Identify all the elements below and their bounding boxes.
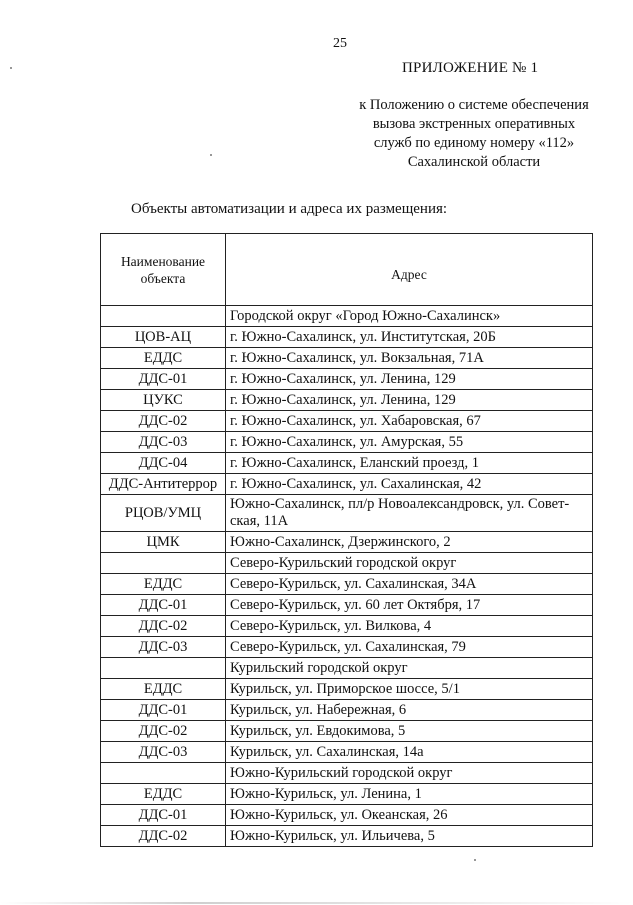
- table-row: [101, 432, 593, 453]
- table-row: [101, 784, 593, 805]
- table-row: [101, 721, 593, 742]
- address-cell: Северо-Курильск, ул. 60 лет Октября, 17: [226, 595, 593, 616]
- object-name-cell: ЕДДС: [101, 348, 226, 369]
- table-row: [101, 595, 593, 616]
- table-row: [101, 348, 593, 369]
- table-row: [101, 637, 593, 658]
- address-cell: Южно-Сахалинск, Дзержинского, 2: [226, 532, 593, 553]
- table-row: [101, 616, 593, 637]
- section-title-cell: Городской округ «Город Южно-Сахалинск»: [226, 306, 593, 327]
- table-section-row: [101, 763, 593, 784]
- table-row: [101, 390, 593, 411]
- objects-table: [100, 233, 593, 847]
- address-cell: г. Южно-Сахалинск, ул. Институтская, 20Б: [226, 327, 593, 348]
- address-cell: Северо-Курильск, ул. Сахалинская, 79: [226, 637, 593, 658]
- object-name-cell: ДДС-01: [101, 700, 226, 721]
- object-name-cell: ЕДДС: [101, 679, 226, 700]
- appendix-subtitle-line: к Положению о системе обеспечения: [359, 97, 589, 113]
- object-name-cell: ЕДДС: [101, 574, 226, 595]
- object-name-cell: ДДС-02: [101, 826, 226, 847]
- address-cell: Курильск, ул. Сахалинская, 14а: [226, 742, 593, 763]
- appendix-subtitle-line: Сахалинской области: [407, 154, 541, 170]
- object-name-cell: ДДС-04: [101, 453, 226, 474]
- appendix-title: ПРИЛОЖЕНИЕ № 1: [402, 60, 539, 76]
- table-section-row: [101, 553, 593, 574]
- table-header-row: [101, 234, 593, 306]
- object-name-cell: ДДС-03: [101, 637, 226, 658]
- address-cell: Курильск, ул. Набережная, 6: [226, 700, 593, 721]
- address-cell: Южно-Курильск, ул. Ильичева, 5: [226, 826, 593, 847]
- object-name-cell: [101, 763, 226, 784]
- address-cell: г. Южно-Сахалинск, ул. Хабаровская, 67: [226, 411, 593, 432]
- object-name-cell: ДДС-01: [101, 595, 226, 616]
- address-cell: г. Южно-Сахалинск, ул. Сахалинская, 42: [226, 474, 593, 495]
- object-name-cell: ЕДДС: [101, 784, 226, 805]
- table-row: [101, 826, 593, 847]
- address-cell: Северо-Курильск, ул. Сахалинская, 34А: [226, 574, 593, 595]
- object-name-cell: ДДС-01: [101, 805, 226, 826]
- table-row: [101, 532, 593, 553]
- object-name-cell: [101, 553, 226, 574]
- table-row: [101, 411, 593, 432]
- table-row: [101, 495, 593, 532]
- header-object-name-line1: Наименование: [120, 253, 206, 269]
- address-cell: Южно-Сахалинск, пл/р Новоалександровск, ул. Совет-ская, 11А: [226, 495, 593, 532]
- object-name-cell: [101, 306, 226, 327]
- address-cell: г. Южно-Сахалинск, ул. Вокзальная, 71А: [226, 348, 593, 369]
- table-body: [101, 306, 593, 847]
- address-cell: Южно-Курильск, ул. Ленина, 1: [226, 784, 593, 805]
- address-cell: Южно-Курильск, ул. Океанская, 26: [226, 805, 593, 826]
- object-name-cell: ДДС-02: [101, 411, 226, 432]
- appendix-subtitle-line: вызова экстренных оперативных: [372, 116, 576, 132]
- address-cell: г. Южно-Сахалинск, ул. Амурская, 55: [226, 432, 593, 453]
- section-title-cell: Южно-Курильский городской округ: [226, 763, 593, 784]
- object-name-cell: ДДС-03: [101, 432, 226, 453]
- table-section-row: [101, 658, 593, 679]
- appendix-subtitle: [348, 96, 600, 172]
- table-row: [101, 679, 593, 700]
- scan-speck: [10, 67, 12, 69]
- object-name-cell: ДДС-01: [101, 369, 226, 390]
- object-name-cell: ДДС-02: [101, 721, 226, 742]
- table-row: [101, 700, 593, 721]
- table-row: [101, 474, 593, 495]
- header-object-name-line2: объекта: [140, 270, 186, 286]
- table-row: [101, 805, 593, 826]
- address-cell: г. Южно-Сахалинск, ул. Ленина, 129: [226, 369, 593, 390]
- table-section-row: [101, 306, 593, 327]
- table-row: [101, 742, 593, 763]
- object-name-cell: ЦУКС: [101, 390, 226, 411]
- address-cell: Курильск, ул. Приморское шоссе, 5/1: [226, 679, 593, 700]
- address-cell: г. Южно-Сахалинск, ул. Ленина, 129: [226, 390, 593, 411]
- object-name-cell: [101, 658, 226, 679]
- scan-speck: [474, 859, 476, 861]
- object-name-cell: ДДС-Антитеррор: [101, 474, 226, 495]
- object-name-cell: ДДС-02: [101, 616, 226, 637]
- section-title-cell: Курильский городской округ: [226, 658, 593, 679]
- address-cell: г. Южно-Сахалинск, Еланский проезд, 1: [226, 453, 593, 474]
- table-row: [101, 574, 593, 595]
- intro-text: Объекты автоматизации и адреса их размещения:: [131, 201, 448, 217]
- page-number: 25: [333, 36, 347, 51]
- object-name-cell: ЦМК: [101, 532, 226, 553]
- address-cell: Северо-Курильск, ул. Вилкова, 4: [226, 616, 593, 637]
- table-row: [101, 453, 593, 474]
- table-row: [101, 369, 593, 390]
- table-row: [101, 327, 593, 348]
- header-address: Адрес: [226, 234, 593, 306]
- scan-speck: [210, 154, 212, 156]
- address-cell: Курильск, ул. Евдокимова, 5: [226, 721, 593, 742]
- section-title-cell: Северо-Курильский городской округ: [226, 553, 593, 574]
- appendix-subtitle-line: служб по единому номеру «112»: [373, 135, 575, 151]
- object-name-cell: ЦОВ-АЦ: [101, 327, 226, 348]
- scan-edge: [0, 902, 633, 904]
- object-name-cell: РЦОВ/УМЦ: [101, 495, 226, 532]
- object-name-cell: ДДС-03: [101, 742, 226, 763]
- header-object-name: [101, 234, 226, 306]
